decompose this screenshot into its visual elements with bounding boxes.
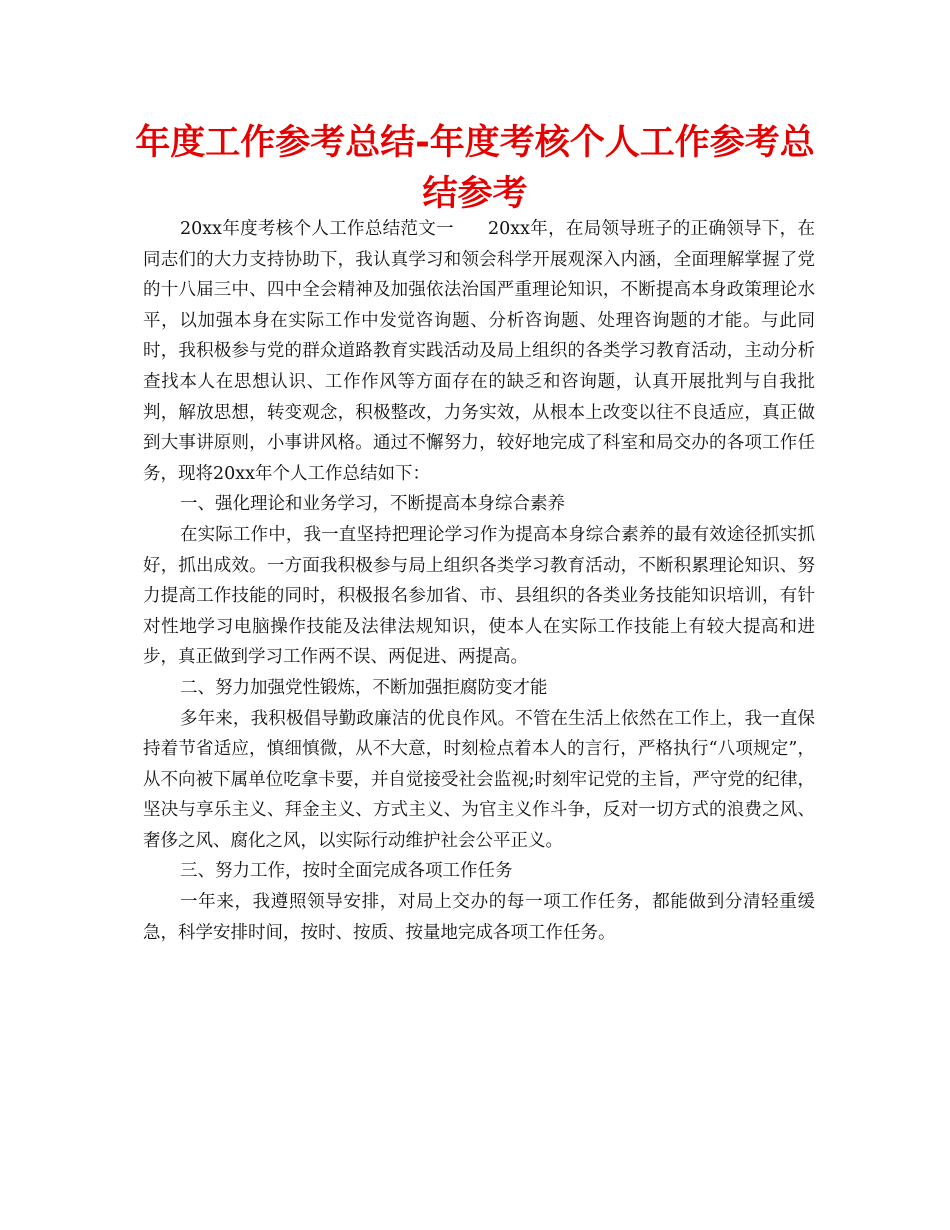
- intro-label: 20xx年度考核个人工作总结范文一: [180, 219, 454, 239]
- document-body: [143, 214, 815, 948]
- section-heading-1: 一、强化理论和业务学习，不断提高本身综合素养: [180, 494, 565, 515]
- paragraph-section-1: 在实际工作中，我一直坚持把理论学习作为提高本身综合素养的最有效途径抓实抓好，抓出成效。一方面我积极参与局上组织各类学习教育活动，不断积累理论知识、努力提高工作技能的同时，积极报名参加省、市、县组织的各类业务技能知识培训，有针对性地学习电脑操作技能及法律法规知识，使本人在实际工作技能上有较大提高和进步，真正做到学习工作两不误、两促进、两提高。: [143, 524, 815, 668]
- section-heading-3: 三、努力工作，按时全面完成各项工作任务: [180, 861, 513, 882]
- section-heading-2: 二、努力加强党性锻炼，不断加强拒腐防变才能: [180, 677, 548, 698]
- paragraph-section-3: 一年来，我遵照领导安排，对局上交办的每一项工作任务，都能做到分清轻重缓急，科学安排时间，按时、按质、按量地完成各项工作任务。: [143, 892, 815, 943]
- paragraph-section-2: 多年来，我积极倡导勤政廉洁的优良作风。不管在生活上依然在工作上，我一直保持着节省适应，慎细慎微，从不大意，时刻检点着本人的言行，严格执行“八项规定”，从不向被下属单位吃拿卡要，并自觉接受社会监视;时刻牢记党的主旨，严守党的纪律，坚决与享乐主义、拜金主义、方式主义、为官主义作斗争，反对一切方式的浪费之风、奢侈之风、腐化之风，以实际行动维护社会公平正义。: [143, 708, 815, 851]
- intro-text: 20xx年，在局领导班子的正确领导下，在同志们的大力支持协助下，我认真学习和领会科学开展观深入内涵，全面理解掌握了党的十八届三中、四中全会精神及加强依法治国严重理论知识，不断提高本身政策理论水平，以加强本身在实际工作中发觉咨询题、分析咨询题、处理咨询题的才能。与此同时，我积极参与党的群众道路教育实践活动及局上组织的各类学习教育活动，主动分析查找本人在思想认识、工作作风等方面存在的缺乏和咨询题，认真开展批判与自我批判，解放思想，转变观念，积极整改，力务实效，从根本上改变以往不良适应，真正做到大事讲原则，小事讲风格。通过不懈努力，较好地完成了科室和局交办的各项工作任务，现将20xx年个人工作总结如下：: [143, 219, 815, 484]
- document-title: 年度工作参考总结-年度考核个人工作参考总结参考: [135, 123, 815, 214]
- paragraph-intro: [143, 214, 815, 489]
